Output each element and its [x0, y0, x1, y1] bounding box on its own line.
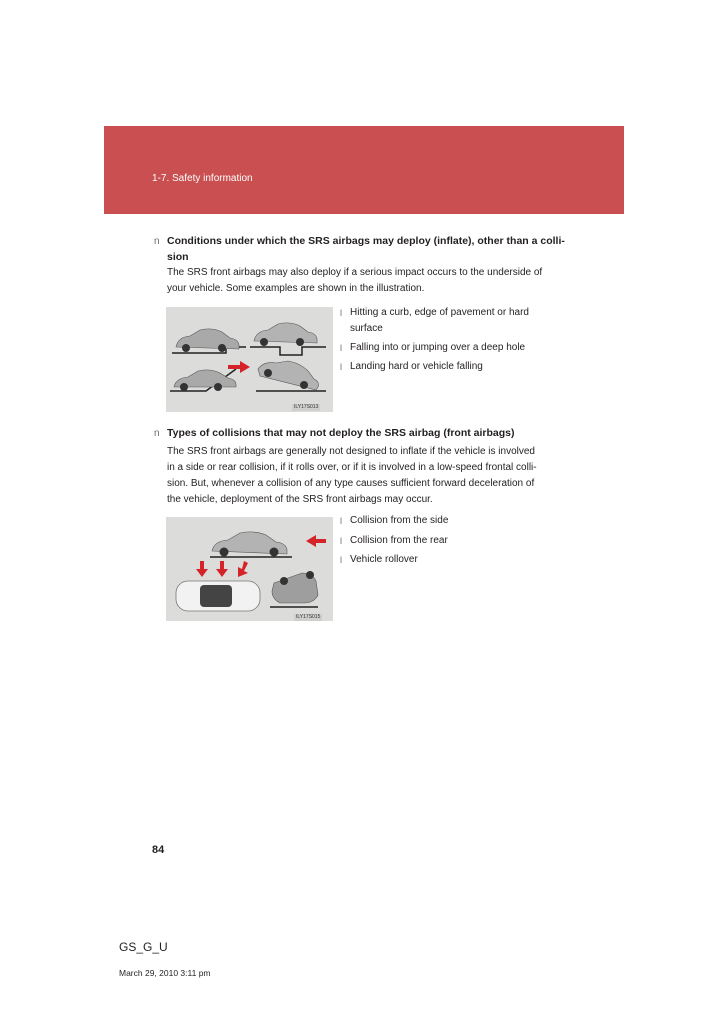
paragraph-line: The SRS front airbags may also deploy if a serious impact occurs to the underside of — [167, 267, 543, 278]
list-item — [340, 513, 449, 529]
paragraph-line: your vehicle. Some examples are shown in the illustration. — [167, 283, 425, 294]
list-item-text: Landing hard or vehicle falling — [350, 361, 483, 372]
list-bullet: l — [340, 555, 342, 565]
section1-paragraph — [167, 265, 542, 297]
section1-heading — [167, 233, 565, 265]
list-item-text: Vehicle rollover — [350, 554, 418, 565]
section1-heading-line: Conditions under which the SRS airbags may deploy (inflate), other than a colli- — [167, 235, 565, 247]
image-code: ILY17S013 — [294, 404, 319, 410]
list-bullet: l — [340, 343, 342, 353]
list-item-text: surface — [350, 323, 383, 334]
list-bullet: l — [340, 516, 342, 526]
paragraph-line: sion. But, whenever a collision of any type causes sufficient forward deceleration of — [167, 478, 535, 489]
underside-impact-illustration — [166, 307, 333, 412]
page-number: 84 — [152, 844, 165, 856]
list-item — [340, 305, 529, 337]
list-item — [340, 552, 418, 568]
paragraph-line: the vehicle, deployment of the SRS front airbags may occur. — [167, 494, 433, 505]
list-item-text: Hitting a curb, edge of pavement or hard — [350, 307, 529, 318]
list-bullet: l — [340, 308, 342, 318]
list-item-text: Falling into or jumping over a deep hole — [350, 342, 526, 353]
non-deploy-collision-illustration — [166, 517, 333, 621]
footer-document-code: GS_G_U — [119, 940, 168, 954]
paragraph-line: in a side or rear collision, if it rolls over, or if it is involved in a low-speed frontal colli- — [167, 462, 537, 473]
list-item — [340, 359, 483, 375]
list-item — [340, 340, 526, 356]
list-bullet: l — [340, 536, 342, 546]
footer-date: March 29, 2010 3:11 pm — [119, 968, 211, 978]
section1-heading-line: sion — [167, 251, 189, 263]
section-title: 1-7. Safety information — [152, 173, 253, 184]
section2-heading: Types of collisions that may not deploy the SRS airbag (front airbags) — [167, 427, 515, 439]
paragraph-line: The SRS front airbags are generally not designed to inflate if the vehicle is involved — [167, 446, 535, 457]
section-header-band — [104, 126, 624, 214]
list-bullet: l — [340, 362, 342, 372]
list-item — [340, 533, 448, 549]
underside-impact-drawing — [166, 307, 333, 412]
section1-bullet: n — [154, 236, 160, 247]
section2-paragraph — [167, 444, 537, 508]
image-code: ILY17S015 — [296, 614, 321, 620]
list-item-text: Collision from the rear — [350, 535, 448, 546]
non-deploy-collision-drawing — [166, 517, 333, 621]
section2-bullet: n — [154, 428, 160, 439]
list-item-text: Collision from the side — [350, 515, 449, 526]
